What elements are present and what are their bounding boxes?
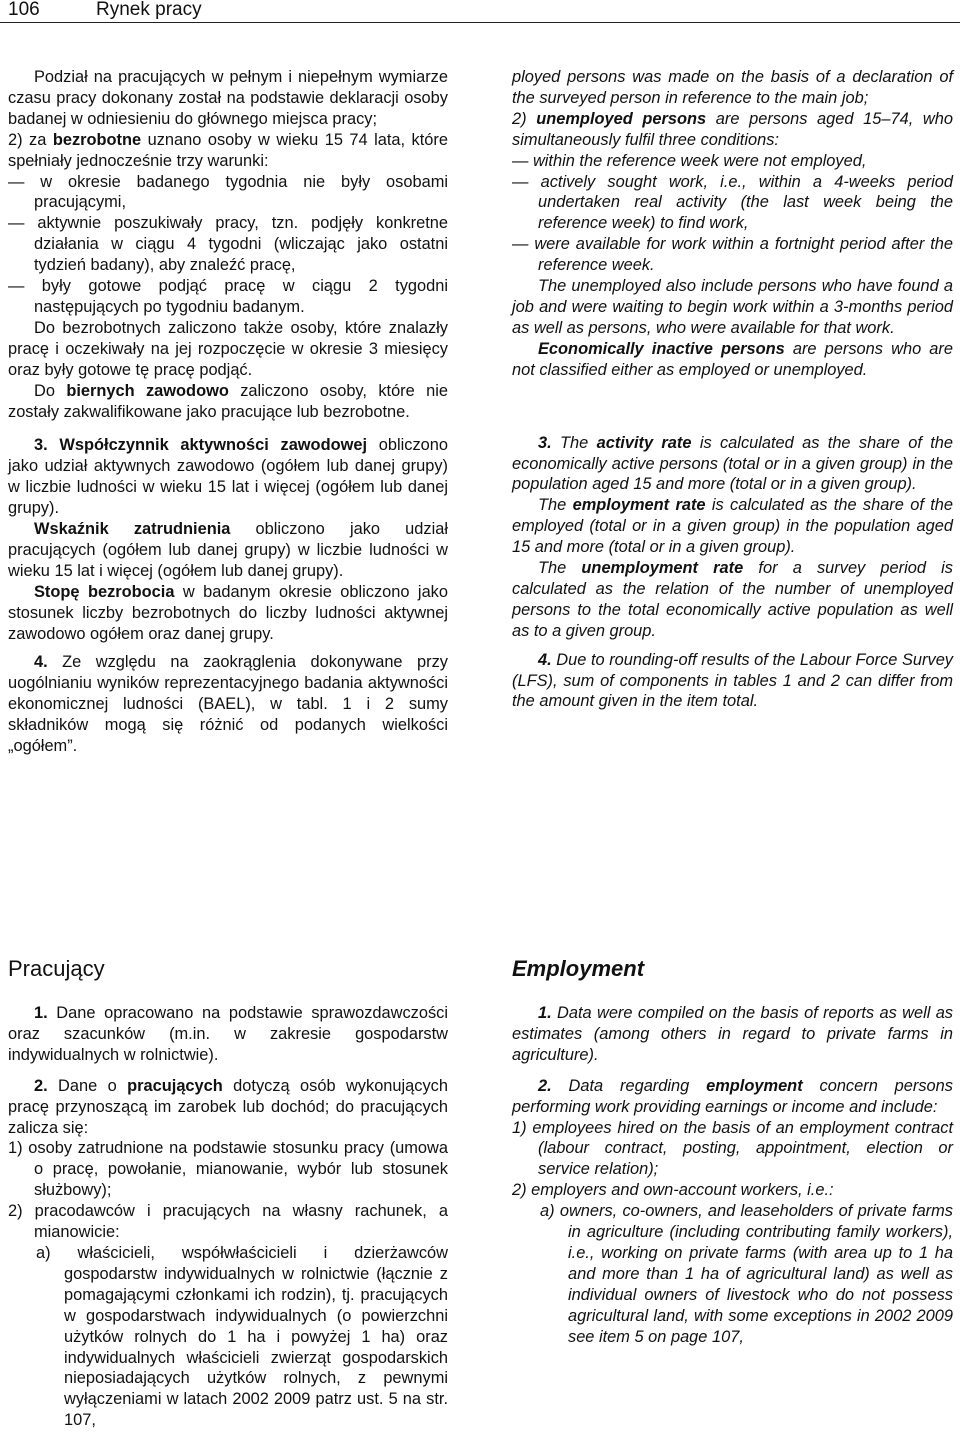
polish-column-top bbox=[8, 67, 448, 757]
page-header bbox=[0, 0, 960, 23]
en-item: 2. Data regarding employment concern persons performing work providing earnings or income and include: bbox=[512, 1076, 953, 1116]
en-paragraph: The employment rate is calculated as the share of the employed (total or in a given group) in the population aged 15 and more (total or in a given group). bbox=[512, 496, 953, 557]
pl-paragraph: Wskaźnik zatrudnienia obliczono jako udział pracujących (ogółem lub danej grupy) w liczbie ludności w wieku 15 lat i więcej (ogółem lub danej grupy). bbox=[8, 520, 448, 580]
pl-paragraph: Stopę bezrobocia w badanym okresie obliczono jako stosunek liczby bezrobotnych do liczby ludności aktywnej zawodowo ogółem oraz danej grupy. bbox=[8, 582, 448, 643]
en-paragraph: 4. Due to rounding-off results of the Labour Force Survey (LFS), sum of components in tables 1 and 2 can differ from the amount given in the item total. bbox=[512, 650, 953, 711]
english-column-top bbox=[512, 67, 953, 712]
en-unemployed-intro: 2) unemployed persons are persons aged 15–74, who simultaneously fulfil three conditions: bbox=[512, 109, 953, 149]
pl-paragraph: Podział na pracujących w pełnym i niepełnym wymiarze czasu pracy dokonany został na podstawie deklaracji osoby badanej w odniesieniu do głównego miejsca pracy; bbox=[8, 68, 448, 128]
en-item: 1. Data were compiled on the basis of reports as well as estimates (among others in regard to private farms in agriculture). bbox=[512, 1004, 953, 1064]
pl-paragraph: 3. Współczynnik aktywności zawodowej obliczono jako udział aktywnych zawodowo (ogółem lub danej grupy) w liczbie ludności w wieku 15 lat i więcej (ogółem lub danej grupy). bbox=[8, 436, 448, 518]
page-number: 106 bbox=[8, 0, 40, 20]
pl-item: 2. Dane o pracujących dotyczą osób wykonujących pracę przynoszącą im zarobek lub dochód; do pracujących zalicza się: bbox=[8, 1076, 448, 1137]
pl-condition: — w okresie badanego tygodnia nie były osobami pracującymi, bbox=[8, 172, 448, 212]
en-list-item: 2) employers and own-account workers, i.e.: bbox=[512, 1181, 834, 1200]
en-paragraph: 3. The activity rate is calculated as the share of the economically active persons (total or in a given group) in the population aged 15 and more (total or in a given group). bbox=[512, 433, 954, 494]
pl-list-item: 2) pracodawców i pracujących na własny rachunek, a mianowicie: bbox=[8, 1202, 448, 1242]
pl-condition: — były gotowe podjąć pracę w ciągu 2 tygodni następujących po tygodniu badanym. bbox=[8, 277, 448, 316]
english-column-bottom bbox=[512, 1003, 953, 1348]
section-heading-pracujacy: Pracujący bbox=[8, 956, 105, 981]
en-paragraph: Economically inactive persons are persons who are not classified either as employed or unemployed. bbox=[512, 339, 954, 379]
running-title: Rynek pracy bbox=[96, 0, 202, 20]
pl-item: 1. Dane opracowano na podstawie sprawozdawczości oraz szacunków (m.in. w zakresie gospodarstw indywidualnych w rolnictwie). bbox=[8, 1004, 448, 1064]
section-heading-employment: Employment bbox=[512, 956, 645, 981]
pl-condition: — aktywnie poszukiwały pracy, tzn. podjęły konkretne działania w ciągu 4 tygodni (wliczając jako ostatni tydzień badany), aby znaleźć pracę, bbox=[8, 214, 448, 275]
en-sublist-item: a) owners, co-owners, and leaseholders of private farms in agriculture (including contributing family workers), i.e., working on private farms (with area up to 1 ha and more than 1 ha of agricultural land) as well as individual owners of livestock who do not possess agricultural land, with some exceptions in 2002 2009 see item 5 on page 107, bbox=[540, 1202, 953, 1346]
en-list-item: 1) employees hired on the basis of an employment contract (labour contract, posting, appointment, election or service relation); bbox=[512, 1118, 953, 1179]
en-condition: — actively sought work, i.e., within a 4-weeks period undertaken real activity (the last week being the reference week) to find work, bbox=[512, 172, 953, 233]
pl-paragraph: Do biernych zawodowo zaliczono osoby, które nie zostały zakwalifikowane jako pracujące lub bezrobotne. bbox=[8, 381, 448, 421]
polish-column-bottom bbox=[8, 1003, 448, 1431]
pl-paragraph: 4. Ze względu na zaokrąglenia dokonywane przy uogólnianiu wyników reprezentacyjnego badania aktywności ekonomicznej ludności (BAEL), w tabl. 1 i 2 sumy składników mogą się różnić od podanych wielkości „ogółem”. bbox=[8, 653, 448, 756]
pl-list-item: 1) osoby zatrudnione na podstawie stosunku pracy (umowa o pracę, powołanie, mianowanie, wybór lub stosunek służbowy); bbox=[8, 1139, 448, 1200]
pl-unemployed-intro: 2) za bezrobotne uznano osoby w wieku 15 74 lata, które spełniały jednocześnie trzy warunki: bbox=[8, 130, 448, 170]
en-condition: — were available for work within a fortnight period after the reference week. bbox=[512, 235, 953, 275]
en-paragraph: The unemployment rate for a survey period is calculated as the relation of the number of unemployed persons to the total economically active population as well as to a given group. bbox=[512, 559, 953, 640]
en-paragraph: The unemployed also include persons who have found a job and were waiting to begin work within a 3-months period as well as persons, who were available for that work. bbox=[512, 277, 953, 337]
pl-paragraph: Do bezrobotnych zaliczono także osoby, które znalazły pracę i oczekiwały na jej rozpoczęcie w okresie 3 miesięcy oraz były gotowe tę pracę podjąć. bbox=[8, 318, 448, 379]
pl-sublist-item: a) właścicieli, współwłaścicieli i dzierżawców gospodarstw indywidualnych w rolnictwie (łącznie z pomagającymi członkami ich rodzin), tj. pracujących w gospodarstwach indywidualnych (o powierzchni użytków rolnych do 1 ha i powyżej 1 ha) oraz indywidualnych właścicieli zwierząt gospodarskich nieposiadających użytków rolnych, z pewnymi wyłączeniami w latach 2002 2009 patrz ust. 5 na str. 107, bbox=[36, 1243, 448, 1430]
en-condition: — within the reference week were not employed, bbox=[512, 151, 867, 170]
en-paragraph: ployed persons was made on the basis of a declaration of the surveyed person in reference to the main job; bbox=[512, 68, 953, 107]
